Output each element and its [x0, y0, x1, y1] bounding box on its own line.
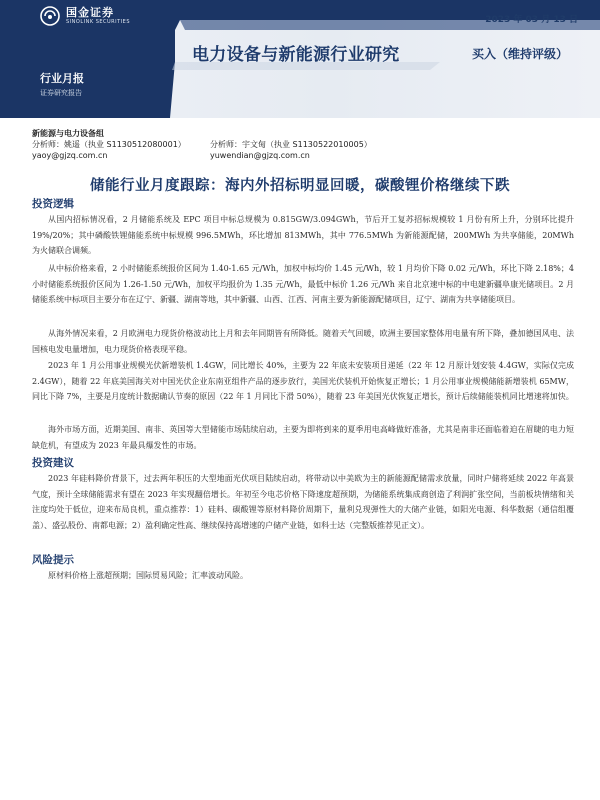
advice-paragraph: 2023 年硅料降价背景下，过去两年积压的大型地面光伏项目陆续启动，将带动以中美欧为主的新能源配储需求放量，同时户储将延续 2022 年高景气度，预计全球储能需求有望在 2023 年实现翻倍增长。年初至今电芯价格下降速度超预期，为储能系统集成商创造了利润扩张空间，当前板块情绪和关注度均处于低位，迎来布局良机，重点推荐：1）硅料、碳酸锂等原材料降价周期下，量利兑现弹性大的大储产业链，如阳光电源、科华数据（通信组覆盖）、盛弘股份、南都电源；2）盈利确定性高、继续保持高增速的户储产业链，如科士达（完整版推荐见正文）。 — [32, 474, 574, 531]
analyst-2-email: yuwendian@gjzq.com.cn — [210, 151, 310, 160]
company-logo — [40, 6, 130, 26]
report-title: 电力设备与新能源行业研究 — [192, 45, 400, 65]
logo-name-cn: 国金证券 — [66, 5, 114, 19]
section-title-risk: 风险提示 — [32, 554, 74, 566]
report-banner — [0, 0, 600, 118]
logic-paragraph: 从国内招标情况看，2 月储能系统及 EPC 项目中标总规模为 0.815GW/3.094GWh，节后开工复苏招标规模较 1 月份有所上升，分别环比提升 19%/20%；其中磷酸铁锂储能系统中标规模 996.5MWh，环比增加 813MWh，其中 776.5MWh 为新能源配储，200MWh 为共享储能，20MWh 为火储联合调频。 — [32, 215, 574, 256]
logic-paragraph: 从中标价格来看，2 小时储能系统报价区间为 1.40-1.65 元/Wh，加权中标均价 1.45 元/Wh，较 1 月均价下降 0.02 元/Wh，环比下降 2.18%；4 小时储能系统报价区间为 1.26-1.50 元/Wh，加权平均报价为 1.35 元/Wh，最低中标价 1.26 元/Wh 来自北京速中标的中电建新疆阜康光储项目。2 月储能系统中标项目主要分布在辽宁、新疆、湖南等地，其中新疆、山西、江西、河南主要为新能源配储项目，辽宁、湖南为共享储能项目。 — [32, 264, 574, 305]
risk-paragraph: 原材料价格上涨超预期；国际贸易风险；汇率波动风险。 — [48, 571, 248, 580]
logo-mark-icon — [40, 6, 60, 26]
report-date: 2023 年 03 月 13 日 — [485, 15, 578, 25]
logo-name-en: SINOLINK SECURITIES — [66, 18, 130, 25]
rating-badge: 买入（维持评级） — [472, 47, 569, 61]
report-type: 行业月报 — [40, 72, 84, 85]
industry-group: 新能源与电力设备组 — [32, 129, 104, 138]
report-headline: 储能行业月度跟踪：海内外招标明显回暖，碳酸锂价格继续下跌 — [90, 178, 510, 194]
section-title-logic: 投资逻辑 — [32, 198, 74, 210]
analyst-1: 分析师：姚遥（执业 S1130512080001） — [32, 140, 186, 149]
logic-paragraph: 2023 年 1 月公用事业规模光伏新增装机 1.4GW，同比增长 40%，主要为 22 年底未安装项目递延（22 年 12 月原计划安装 4.4GW，实际仅完成 2.4GW），随着 22 年底美国海关对中国光伏企业东南亚组件产品的逐步放行，美国光伏装机开始恢复正增长；1 月公用事业规模储能新增装机 65MW，同比下降 7%，主要是月度统计数据确认节奏的原因（22 年 1 月同比下滑 50%），随着 23 年美国光伏恢复正增长，预计后续储能装机同比增速将加快。 — [32, 361, 574, 402]
logic-paragraph: 海外市场方面，近期美国、南非、英国等大型储能市场陆续启动，主要为即将到来的夏季用电高峰做好准备，尤其是南非还面临着迫在眉睫的电力短缺危机，有望成为 2023 年最具爆发性的市场。 — [32, 425, 574, 450]
section-title-advice: 投资建议 — [32, 457, 74, 469]
analyst-info — [32, 128, 572, 161]
logic-paragraph: 从海外情况来看，2 月欧洲电力现货价格波动比上月和去年同期皆有所降低。随着天气回暖，欧洲主要国家整体用电量有所下降，叠加德国风电、法国核电发电量增加，电力现货价格表现平稳。 — [32, 329, 574, 354]
report-category: 证券研究报告 — [40, 89, 82, 97]
analyst-1-email: yaoy@gjzq.com.cn — [32, 151, 108, 160]
analyst-2: 分析师：宇文甸（执业 S1130522010005） — [210, 140, 372, 149]
